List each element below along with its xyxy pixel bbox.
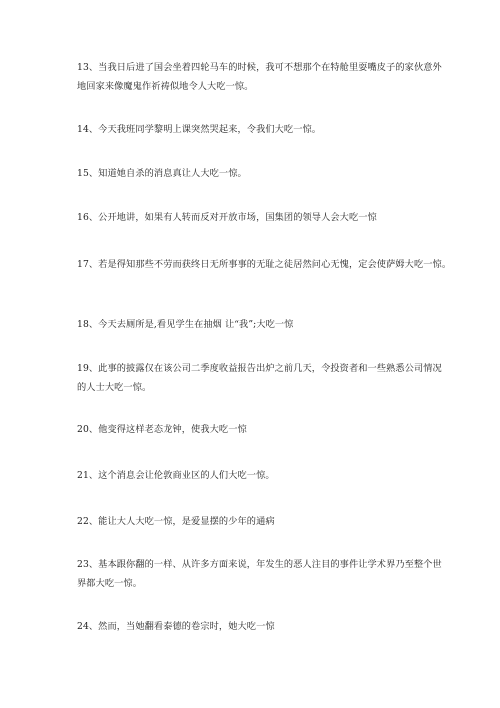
item-17-line-1: 17、若是得知那些不劳而获终日无所事事的无耻之徒居然问心无愧，定会使萨姆大吃一惊。 (77, 259, 452, 270)
item-19-line-2: 的人士大吃一惊。 (77, 382, 152, 393)
item-15-line-1: 15、知道她自杀的消息真让人大吃一惊。 (77, 168, 247, 179)
list-item-16 (77, 208, 449, 227)
item-14-line-1: 14、今天我班同学黎明上课突然哭起来，令我们大吃一惊。 (77, 124, 322, 135)
list-item-14 (77, 120, 449, 139)
list-item-20 (77, 420, 449, 439)
list-item-15 (77, 164, 449, 183)
list-item-21 (77, 466, 449, 485)
item-13-line-1: 13、当我日后进了国会坐着四轮马车的时候，我可不想那个在特舱里耍嘴皮子的家伙意外 (77, 62, 442, 73)
item-20-line-1: 20、他变得这样老态龙钟，使我大吃一惊 (77, 424, 247, 435)
item-18-line-1: 18、今天去厕所是,看见学生在抽烟 让“我”;大吃一惊 (77, 319, 294, 330)
list-item-18 (77, 315, 449, 334)
item-13-line-2: 地回家来像魔鬼作祈祷似地令人大吃一惊。 (77, 81, 254, 92)
list-item-13 (77, 58, 449, 96)
item-23-line-2: 界都大吃一惊。 (77, 578, 143, 589)
item-22-line-1: 22、能让大人大吃一惊，是爱显摆的少年的通病 (77, 516, 275, 527)
list-item-19 (77, 359, 449, 397)
list-item-24 (77, 617, 449, 636)
item-24-line-1: 24、然而，当她翻看泰德的卷宗时，她大吃一惊 (77, 621, 275, 632)
list-item-22 (77, 512, 449, 531)
item-23-line-1: 23、基本跟你翻的一样、从许多方面来说，年发生的恶人注目的事件让学术界乃至整个世 (77, 559, 442, 570)
item-21-line-1: 21、这个消息会让伦敦商业区的人们大吃一惊。 (77, 470, 275, 481)
item-16-line-1: 16、公开地讲，如果有人转而反对开放市场，国集团的领导人会大吃一惊 (77, 212, 377, 223)
list-item-17 (77, 255, 452, 274)
list-item-23 (77, 555, 449, 593)
item-19-line-1: 19、此事的披露仅在该公司二季度收益报告出炉之前几天，令投资者和一些熟悉公司情况 (77, 363, 442, 374)
